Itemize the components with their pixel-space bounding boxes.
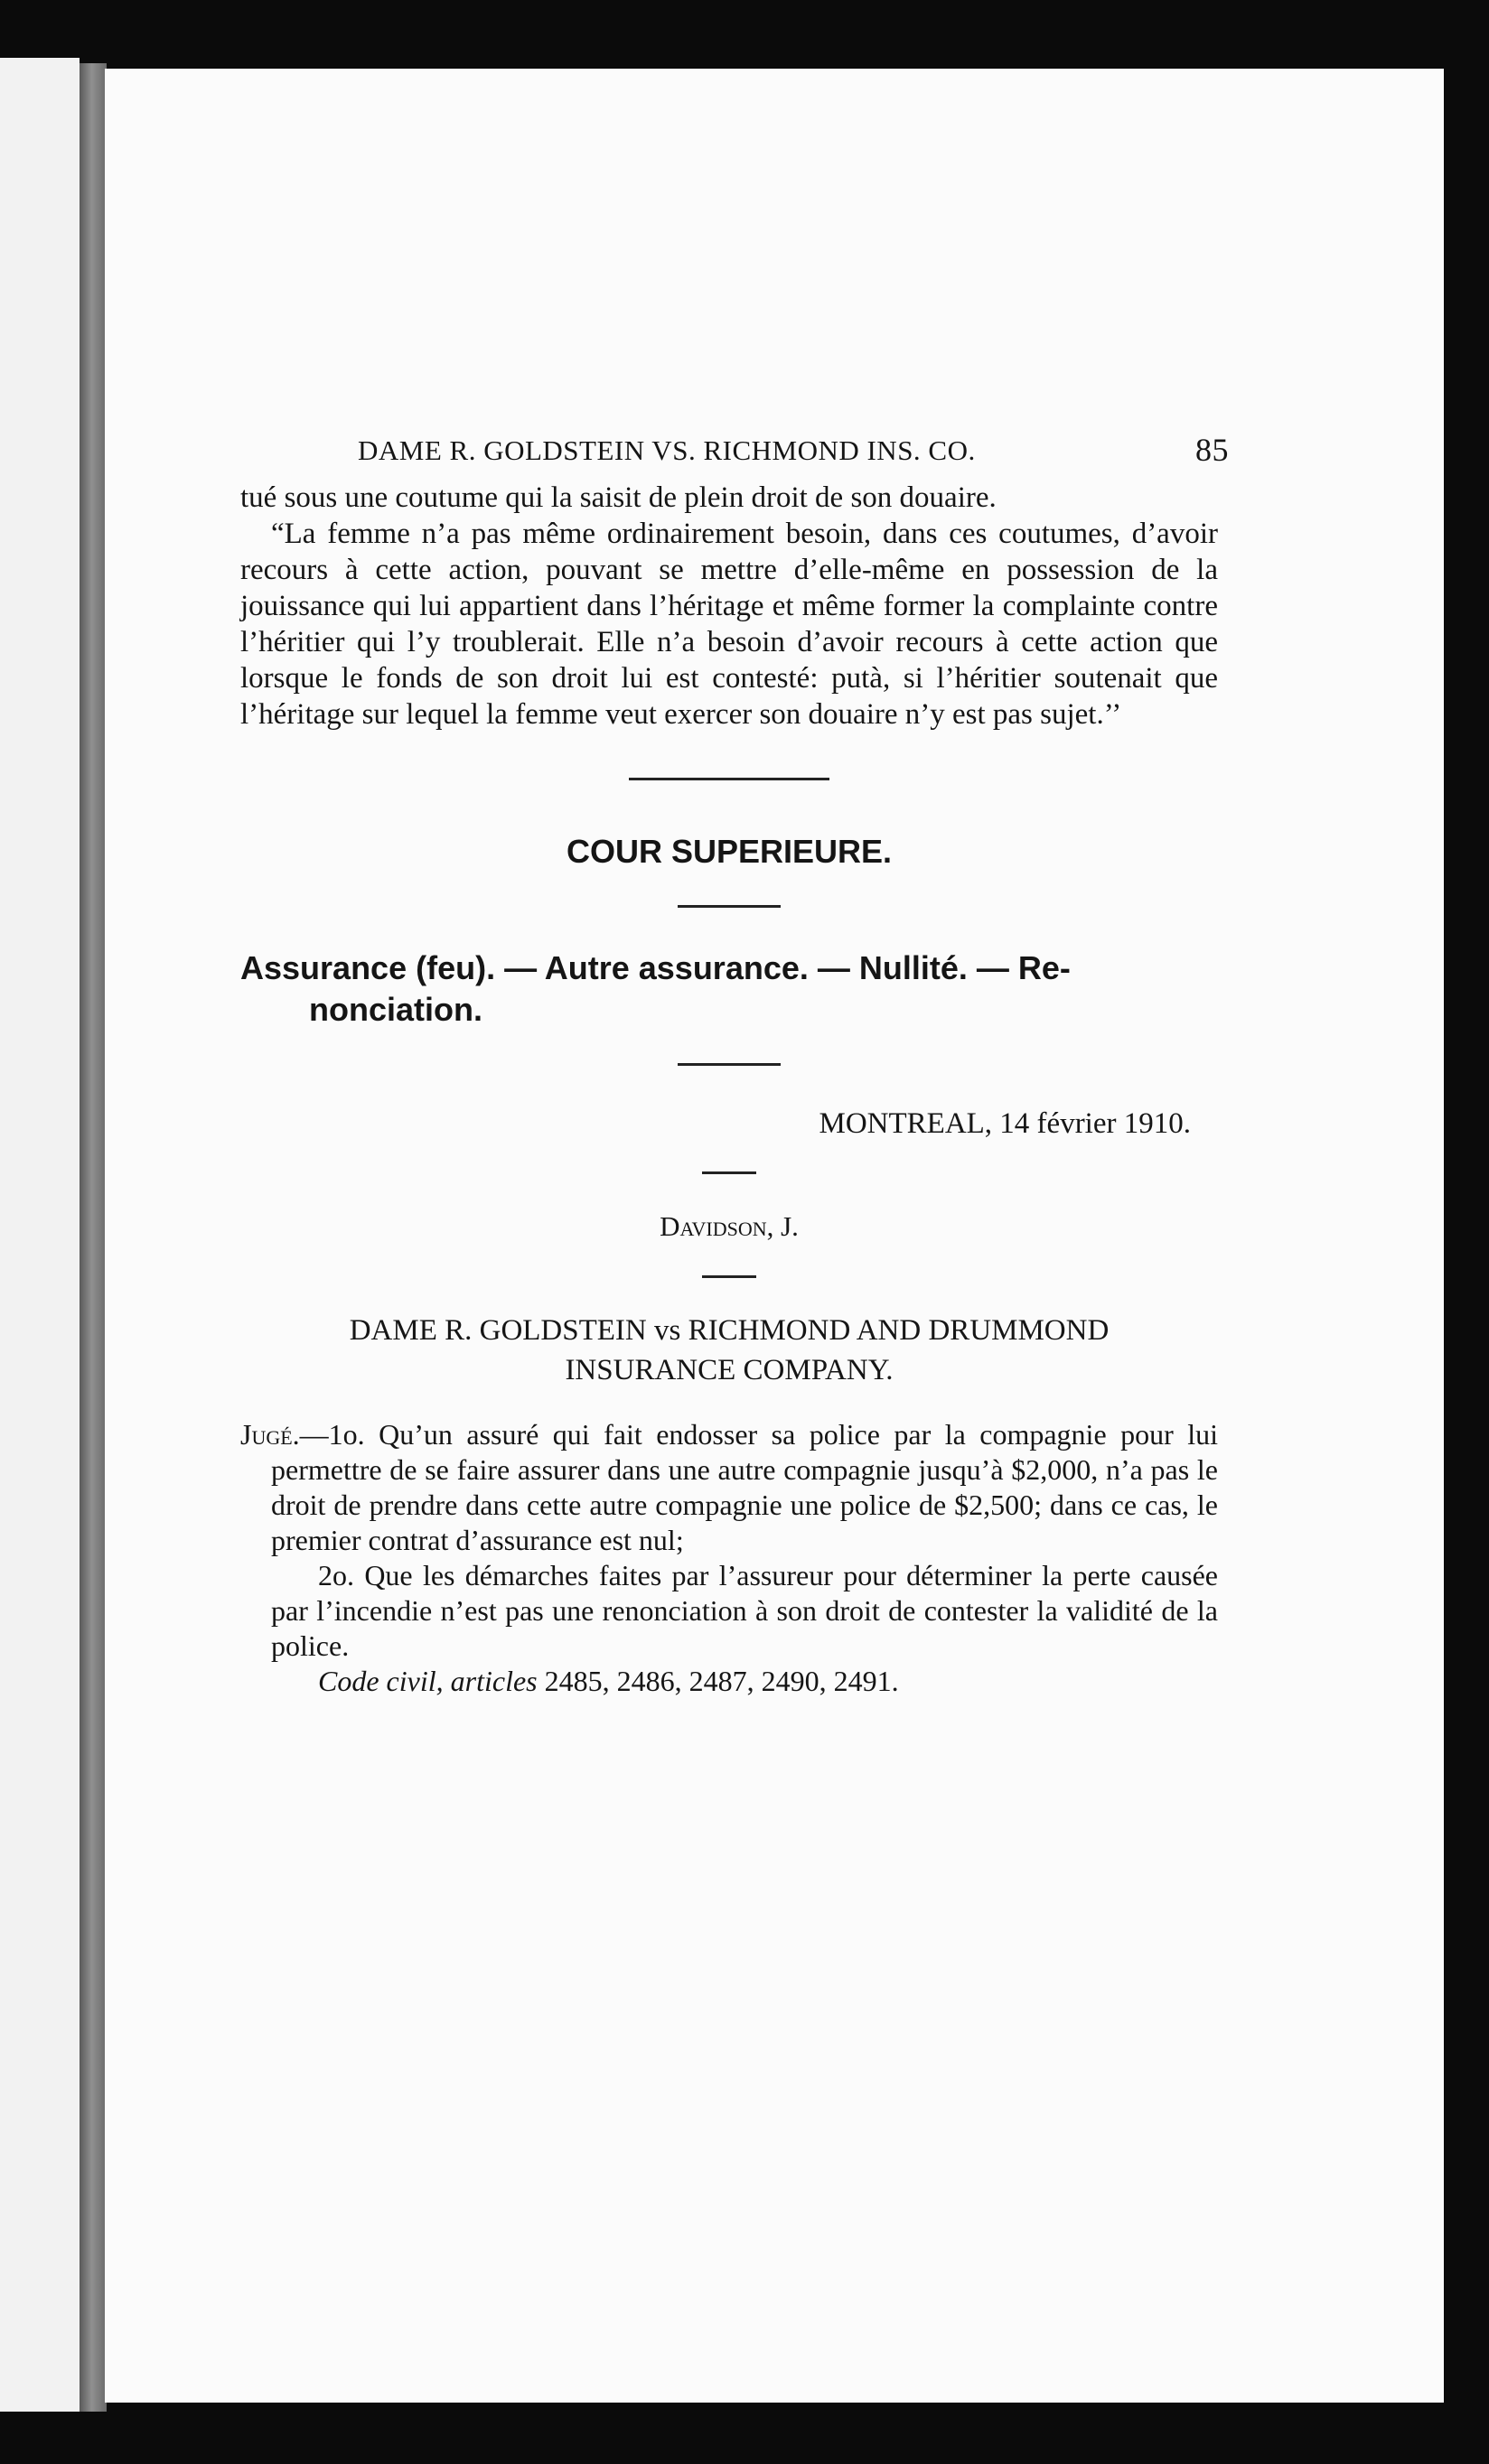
- page-content: [240, 425, 1229, 1699]
- holding-summary: [240, 1417, 1218, 1699]
- code-label: Code civil, articles: [318, 1665, 538, 1697]
- code-citation: [240, 1664, 1218, 1699]
- subject-line-1: Assurance (feu). — Autre assurance. — Nullité. — Re-: [240, 949, 1071, 986]
- parties-line-1: DAME R. GOLDSTEIN vs RICHMOND AND DRUMMOND: [349, 1314, 1110, 1347]
- parties-line-2: INSURANCE COMPANY.: [565, 1354, 894, 1386]
- facing-page-edge: [0, 58, 80, 2412]
- holding-second: 2o. Que les démarches faites par l’assureur pour déterminer la perte causée par l’incendie n’est pas une renonciation à son droit de contester la validité de la police.: [271, 1559, 1218, 1662]
- running-head-title: DAME R. GOLDSTEIN VS. RICHMOND INS. CO.: [358, 434, 976, 466]
- court-heading: COUR SUPERIEURE.: [566, 833, 893, 870]
- holding-first: [240, 1417, 1218, 1558]
- running-head: [240, 425, 1229, 480]
- quoted-paragraph: “La femme n’a pas même ordinairement besoin, dans ces coutumes, d’avoir recours à cette action, pouvant se mettre d’elle-même en possession de la jouissance qui lui appartient dans l’héritage et même former la complainte contre l’héritier qui l’y troublerait. Elle n’a besoin d’avoir recours à cette action que lorsque le fonds de son droit lui est contesté: putà, si l’héritier soutenait que l’héritage sur lequel la femme veut exercer son douaire n’y est pas sujet.’’: [240, 518, 1218, 731]
- section-divider: [629, 778, 829, 780]
- book-page: [105, 69, 1444, 2403]
- book-spine: [80, 63, 107, 2412]
- place-and-date: MONTREAL, 14 février 1910.: [819, 1107, 1191, 1140]
- holding-label: Jugé.: [240, 1418, 300, 1451]
- short-divider: [678, 1063, 781, 1066]
- code-articles: 2485, 2486, 2487, 2490, 2491.: [544, 1665, 899, 1697]
- subject-line-2: nonciation.: [309, 991, 482, 1028]
- short-divider: [702, 1275, 756, 1278]
- holding-first-text: —1o. Qu’un assuré qui fait endosser sa police par la compagnie pour lui permettre de se faire assurer dans une autre compagnie jusqu’à $2,000, n’a pas le droit de prendre dans cette autre compagnie une police de $2,500; dans ce cas, le premier contrat d’assurance est nul;: [271, 1418, 1218, 1556]
- subject-heading: [240, 947, 1218, 1031]
- judge-name: Davidson, J.: [660, 1210, 799, 1242]
- page-number: 85: [1195, 432, 1229, 468]
- paragraph-continued: tué sous une coutume qui la saisit de plein droit de son douaire.: [240, 481, 997, 514]
- short-divider: [702, 1171, 756, 1174]
- short-divider: [678, 905, 781, 908]
- case-parties: [240, 1311, 1218, 1390]
